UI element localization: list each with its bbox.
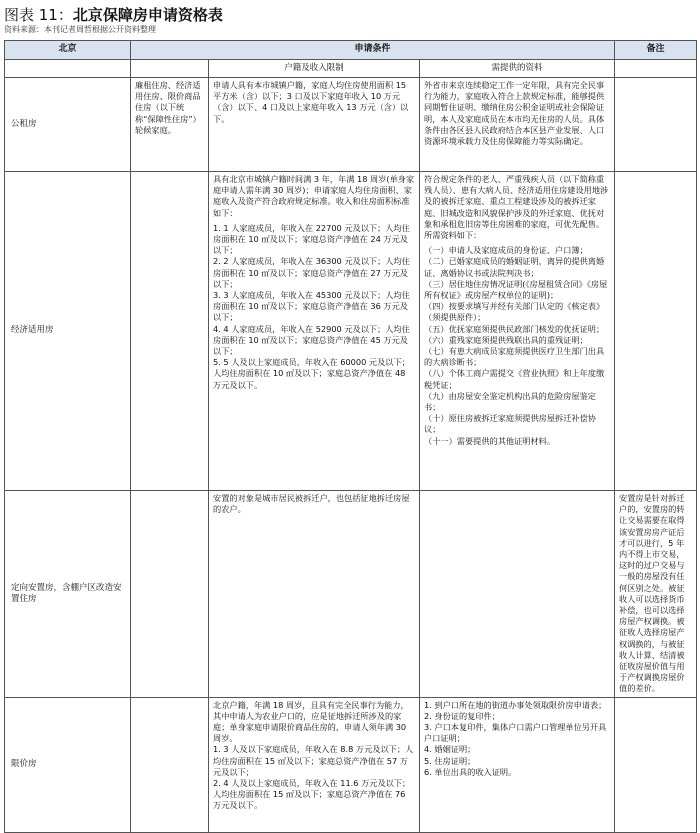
row-name: 公租房 bbox=[5, 78, 131, 172]
subheader-empty-3 bbox=[615, 60, 697, 78]
row-income bbox=[209, 491, 420, 698]
row-label bbox=[131, 491, 209, 698]
text-line: 1. 1 人家庭成员，年收入在 22700 元及以下；人均住房面积在 10 ㎡及以下；家庭总资产净值在 24 万元及以下； bbox=[213, 222, 410, 256]
text-line: 2. 2 人家庭成员，年收入在 36300 元及以下；人均住房面积在 10 ㎡及以下；家庭总资产净值在 27 万元及以下； bbox=[213, 256, 410, 289]
row-docs bbox=[420, 172, 615, 491]
table-row bbox=[5, 172, 697, 491]
row-name: 限价房 bbox=[5, 697, 131, 832]
subheader-docs: 需提供的资料 bbox=[420, 60, 615, 78]
figure-number: 图表 11： bbox=[4, 6, 73, 24]
text-line: 1. 到户口所在地的街道办事处领取限价房申请表； bbox=[424, 699, 607, 710]
text-line: （五）优抚家庭须提供民政部门核发的优抚证明； bbox=[424, 323, 605, 334]
text-line: 6. 单位出具的收入证明。 bbox=[424, 766, 517, 777]
text-line: （四）按要求填写并经有关部门认定的《核定表》（须提供原件）； bbox=[424, 301, 605, 323]
row-name: 经济适用房 bbox=[5, 172, 131, 491]
row-note bbox=[615, 697, 697, 832]
text-line: （六）重残家庭须提供残联出具的重残证明； bbox=[424, 334, 588, 345]
row-income bbox=[209, 78, 420, 172]
text-line: 具有北京市城镇户籍时间满 3 年，年满 18 周岁(单身家庭申请人需年满 30 周岁)；申请家庭人均住房面积、家庭收入及资产符合政府规定标准。收入和住房面积标准如下： bbox=[213, 174, 415, 218]
text-line: 北京户籍，年满 18 周岁，且具有完全民事行为能力，其中申请人为农业户口的，应是征地拆迁所涉及的家庭；单身家庭申请限价商品住房的，申请人须年满 30 周岁。 bbox=[213, 699, 409, 744]
table-row bbox=[5, 697, 697, 832]
row-note: 安置房是针对拆迁户的，安置房的转让交易需要在取得该安置房房产证后才可以进行，5 年内不得上市交易，这时的过户交易与一般的房屋没有任何区别之处。被征收人可以选择货币补偿，也可以选择房屋产权调换。被征收人选择房屋产权调换的，与被征收人计算、结清被征收房屋价值与用于产权调换房屋价值的差价。 bbox=[615, 491, 697, 698]
row-docs bbox=[420, 78, 615, 172]
text-line: （九）由房屋安全鉴定机构出具的危险房屋鉴定书； bbox=[424, 390, 596, 413]
text-line: 2. 身份证的复印件； bbox=[424, 710, 500, 721]
row-label: 廉租住房、经济适用住房、限价商品住房（以下统称“保障性住房”）轮候家庭。 bbox=[131, 78, 209, 172]
figure-main-title: 北京保障房申请资格表 bbox=[72, 6, 223, 24]
header-conditions: 申请条件 bbox=[131, 41, 615, 60]
source-note: 资料来源：本刊记者周哲根据公开资料整理 bbox=[4, 25, 156, 34]
header-notes: 备注 bbox=[615, 41, 697, 60]
row-label bbox=[131, 172, 209, 491]
subheader-row bbox=[5, 60, 697, 78]
row-income bbox=[209, 172, 420, 491]
row-label bbox=[131, 697, 209, 832]
text-line: （二）已婚家庭成员的婚姻证明，离异的提供离婚证、离婚协议书或法院判决书； bbox=[424, 256, 605, 278]
row-docs bbox=[420, 697, 615, 832]
text-line: （一）申请人及家庭成员的身份证、户口簿； bbox=[424, 245, 588, 256]
eligibility-table bbox=[4, 40, 697, 833]
row-note bbox=[615, 172, 697, 491]
text-line: 符合规定条件的老人、严重残疾人员（以下简称重残人员）、患有大病人员、经济适用住房建设用地涉及的被拆迁家庭、重点工程建设涉及的被拆迁家庭、旧城改造和风貌保护涉及的外迁家庭、优抚对象和承租危旧房等住房困难的家庭，可优先配售。所需资料如下： bbox=[424, 174, 609, 241]
text-line: 外省市来京连续稳定工作一定年限，具有完全民事行为能力，家庭收入符合上款规定标准，能够提供同期暂住证明、缴纳住房公积金证明或社会保险证明，本人及家庭成员在本市均无住房的人员。具体条件由各区县人民政府结合本区县产业发展、人口资源环境承载力及住房保障能力等实际确定。 bbox=[424, 80, 605, 147]
subheader-income: 户籍及收入限制 bbox=[209, 60, 420, 78]
text-line: 3. 3 人家庭成员，年收入在 45300 元及以下；人均住房面积在 10 ㎡及以下；家庭总资产净值在 36 万元及以下； bbox=[213, 290, 410, 323]
text-line: （三）居住地住房情况证明(《房屋租赁合同》《房屋所有权证》或房屋产权单位的证明)； bbox=[424, 278, 608, 301]
text-line: 4. 4 人家庭成员，年收入在 52900 元及以下；人均住房面积在 10 ㎡及以下；家庭总资产净值在 45 万元及以下； bbox=[213, 323, 410, 357]
text-line: 2. 4 人及以上家庭成员，年收入在 11.6 万元及以下；人均住房面积在 15 ㎡及以下；家庭总资产净值在 76 万元及以下。 bbox=[213, 778, 411, 811]
text-line: 5. 住房证明； bbox=[424, 755, 476, 766]
header-beijing: 北京 bbox=[5, 41, 131, 60]
text-line: （十一）需要提供的其他证明材料。 bbox=[424, 435, 556, 446]
text-line: 4. 婚姻证明； bbox=[424, 744, 476, 755]
text-line: 申请人具有本市城镇户籍，家庭人均住房使用面积 15 平方米（含）以下；3 口及以下家庭年收入 10 万元（含）以下、4 口及以上家庭年收入 13 万元（含）以下。 bbox=[213, 80, 409, 124]
row-name: 定向安置房，含棚户区改造安置住房 bbox=[5, 491, 131, 698]
text-line: 5. 5 人及以上家庭成员，年收入在 60000 元及以下；人均住房面积在 10 ㎡及以下；家庭总资产净值在 48 万元及以下。 bbox=[213, 357, 410, 390]
subheader-empty bbox=[5, 60, 131, 78]
row-note bbox=[615, 78, 697, 172]
table-row bbox=[5, 491, 697, 698]
text-line: 3. 户口本复印件，集体户口需户口管理单位另开具户口证明； bbox=[424, 722, 607, 744]
text-line: （八）个体工商户需提交《营业执照》和上年度缴税凭证； bbox=[424, 368, 605, 390]
row-docs bbox=[420, 491, 615, 698]
text-line: 1. 3 人及以下家庭成员，年收入在 8.8 万元及以下；人均住房面积在 15 ㎡及以下；家庭总资产净值在 57 万元及以下； bbox=[213, 744, 414, 777]
figure-title bbox=[4, 4, 223, 25]
text-line: （七）有患大病成员家庭须提供医疗卫生部门出具的大病诊断书； bbox=[424, 346, 605, 368]
row-income bbox=[209, 697, 420, 832]
text-line: （十）原住房被拆迁家庭须提供房屋拆迁补偿协议； bbox=[424, 413, 596, 435]
text-line: 安置的对象是城市居民被拆迁户，也包括征地拆迁房屋的农户。 bbox=[213, 493, 410, 515]
subheader-empty-2 bbox=[131, 60, 209, 78]
table-row bbox=[5, 78, 697, 172]
header-row bbox=[5, 41, 697, 60]
